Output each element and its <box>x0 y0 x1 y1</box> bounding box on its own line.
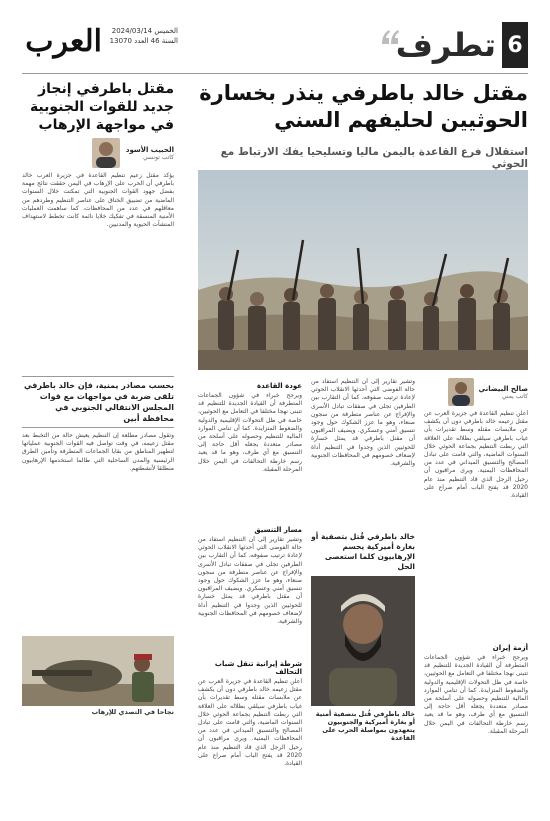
newspaper-logo: العرب <box>25 23 102 59</box>
main-author-text <box>479 385 528 400</box>
main-author-name: صالح البيضاني <box>478 384 528 393</box>
portrait-photo <box>311 576 415 706</box>
left-author-text <box>126 146 174 161</box>
masthead <box>22 22 528 74</box>
main-body-3b: وتشير تقارير إلى أن التنظيم استفاد من حالة الفوضى التي أحدثها الانقلاب الحوثي لإعادة ترتيب صفوفه، كما أن التقارب بين الطرفين تجلى في صفقات تبادل الأسرى والإفراج عن عناصر متطرفة من سجون صنعاء، وهو ما عزز الشكوك حول وجود تنسيق أمني وعسكري. ويضيف المراقبون أن مقتل باطرفي قد يمثل خسارة للحوثيين الذين وجدوا في التنظيم أداة لإضعاف خصومهم في المحافظات الجنوبية والشرقية. <box>198 536 302 626</box>
main-article-columns <box>198 378 528 801</box>
fighters-photo-illustration <box>198 170 528 370</box>
issue-number: السنة 46 العدد 13070 <box>109 37 178 45</box>
subhead-4: شرطة إيرانية تنقل شباب التحالف <box>214 660 302 676</box>
main-body-1b: ويرجح خبراء في شؤون الجماعات المتطرفة أن القيادة الجديدة للتنظيم قد تتبنى نهجا مختلفا في التعامل مع الحوثيين، خاصة في ظل التحولات الإقليمية والدولية والضغوط المتزايدة. كما أن تنامي الموارد المالية للتنظيم وحصوله على أسلحة من مصادر متعددة يجعله أقل حاجة إلى التنسيق مع أي طرف، وهو ما قد يعيد رسم خارطة التحالفات في اليمن خلال المرحلة المقبلة. <box>424 654 528 735</box>
subhead-2: عودة القاعدة <box>257 382 302 390</box>
issue-date: الخميس 2024/03/14 <box>111 27 178 35</box>
main-body-2: وتشير تقارير إلى أن التنظيم استفاد من حالة الفوضى التي أحدثها الانقلاب الحوثي لإعادة ترتيب صفوفه، كما أن التقارب بين الطرفين تجلى في صفقات تبادل الأسرى والإفراج عن عناصر متطرفة من سجون صنعاء، وهو ما عزز الشكوك حول وجود تنسيق أمني وعسكري. ويضيف المراقبون أن مقتل باطرفي قد يمثل خسارة للحوثيين الذين وجدوا في التنظيم أداة لإضعاف خصومهم في المحافظات الجنوبية والشرقية. <box>311 378 415 468</box>
left-author-avatar <box>92 138 120 168</box>
tank-photo-illustration <box>22 636 174 706</box>
left-body-2: وتقول مصادر مطلعة إن التنظيم يعيش حالة من التخبط بعد مقتل زعيمه، في وقت تواصل فيه القوات الجنوبية عملياتها لتطهير المناطق من بقايا الجماعات المتطرفة وتأمين الطرق الرئيسية والمدن الساحلية التي طالما استخدمها الإرهابيون منطلقا لأنشطتهم. <box>22 432 174 472</box>
left-pull-quote: بحسب مصادر يمنية، فإن خالد باطرفي تلقى ضربة في مواجهات مع قوات المجلس الانتقالي الجنوبي في محافظة أبين <box>22 376 174 428</box>
avatar-icon <box>448 378 474 406</box>
main-body-1: أعلن تنظيم القاعدة في جزيرة العرب عن مقتل زعيمه خالد باطرفي دون أن يكشف عن ملابسات مقتله وسط تقديرات بأن غياب باطرفي سيلقي بظلاله على العلاقة التي ربطت التنظيم بجماعة الحوثي خلال السنوات الماضية، والتي قامت على تبادل المصالح والتنسيق الميداني في عدد من المحافظات اليمنية. ويرى مراقبون أن رحيل الرجل الذي قاد التنظيم منذ عام 2020 قد يفتح الباب أمام صراع على القيادة. <box>424 410 528 500</box>
article-column-1 <box>424 378 528 801</box>
quote-icon <box>380 28 400 46</box>
subhead-3: مسار التنسيق <box>254 526 302 534</box>
avatar-icon <box>92 138 120 168</box>
main-headline <box>198 80 528 134</box>
section-title: تطرف <box>395 26 496 64</box>
subhead-1: أزمة إيران <box>492 644 528 652</box>
main-body-3c: أعلن تنظيم القاعدة في جزيرة العرب عن مقتل زعيمه خالد باطرفي دون أن يكشف عن ملابسات مقتله وسط تقديرات بأن غياب باطرفي سيلقي بظلاله على العلاقة التي ربطت التنظيم بجماعة الحوثي خلال السنوات الماضية، والتي قامت على تبادل المصالح والتنسيق الميداني في عدد من المحافظات اليمنية. ويرى مراقبون أن رحيل الرجل الذي قاد التنظيم منذ عام 2020 قد يفتح الباب أمام صراع على القيادة. <box>198 678 302 768</box>
left-article <box>22 80 174 800</box>
main-headline-line2: الحوثيين لحليفهم السني <box>274 108 528 132</box>
issue-meta <box>108 26 178 46</box>
main-author-avatar <box>448 378 474 406</box>
main-subheadline: استقلال فرع القاعدة باليمن ماليا وتسليحيا يفك الارتباط مع الحوثي <box>220 146 528 170</box>
left-author <box>22 138 174 168</box>
main-author-role: كاتب يمني <box>501 392 528 400</box>
left-body-1: يؤكد مقتل زعيم تنظيم القاعدة في جزيرة العرب خالد باطرفي أن الحرب على الإرهاب في اليمن حققت نتائج مهمة بفضل جهود القوات الجنوبية التي تمكنت خلال السنوات الماضية من تضييق الخناق على عناصر التنظيم وطردهم من معاقلهم في عدد من المحافظات، كما ساهمت العمليات الأمنية المنسقة في تفكيك خلايا نائمة كانت تخطط لاستهداف المنشآت الحيوية والمدنيين. <box>22 172 174 229</box>
portrait-caption: خالد باطرفي قُتل بتصفية أمنية أو بغارة أميركية والجنوبيون يتعهدون بمواصلة الحرب على القاعدة <box>315 710 415 742</box>
main-photo <box>198 170 528 370</box>
portrait-illustration <box>311 576 415 706</box>
main-headline-line1: مقتل خالد باطرفي ينذر بخسارة <box>199 81 528 105</box>
main-author <box>424 378 528 406</box>
quote-box: خالد باطرفي قُتل بتصفية أو بغارة أميركية يحسم الإرهابيون كلما استعصى الحل <box>311 532 415 571</box>
left-author-role: كاتب تونسي <box>143 153 174 161</box>
left-author-name: الحبيب الأسود <box>125 145 174 154</box>
page-number: 6 <box>502 22 528 68</box>
article-column-3 <box>198 378 302 801</box>
left-photo <box>22 636 174 706</box>
left-photo-caption: نجاحا في التصدي للإرهاب <box>91 708 174 716</box>
left-headline: مقتل باطرفي إنجاز جديد للقوات الجنوبية في مواجهة الإرهاب <box>29 81 174 133</box>
main-body-3: ويرجح خبراء في شؤون الجماعات المتطرفة أن القيادة الجديدة للتنظيم قد تتبنى نهجا مختلفا في التعامل مع الحوثيين، خاصة في ظل التحولات الإقليمية والدولية والضغوط المتزايدة. كما أن تنامي الموارد المالية للتنظيم وحصوله على أسلحة من مصادر متعددة يجعله أقل حاجة إلى التنسيق مع أي طرف، وهو ما قد يعيد رسم خارطة التحالفات في اليمن خلال المرحلة المقبلة. <box>198 392 302 473</box>
article-column-2 <box>311 378 415 801</box>
